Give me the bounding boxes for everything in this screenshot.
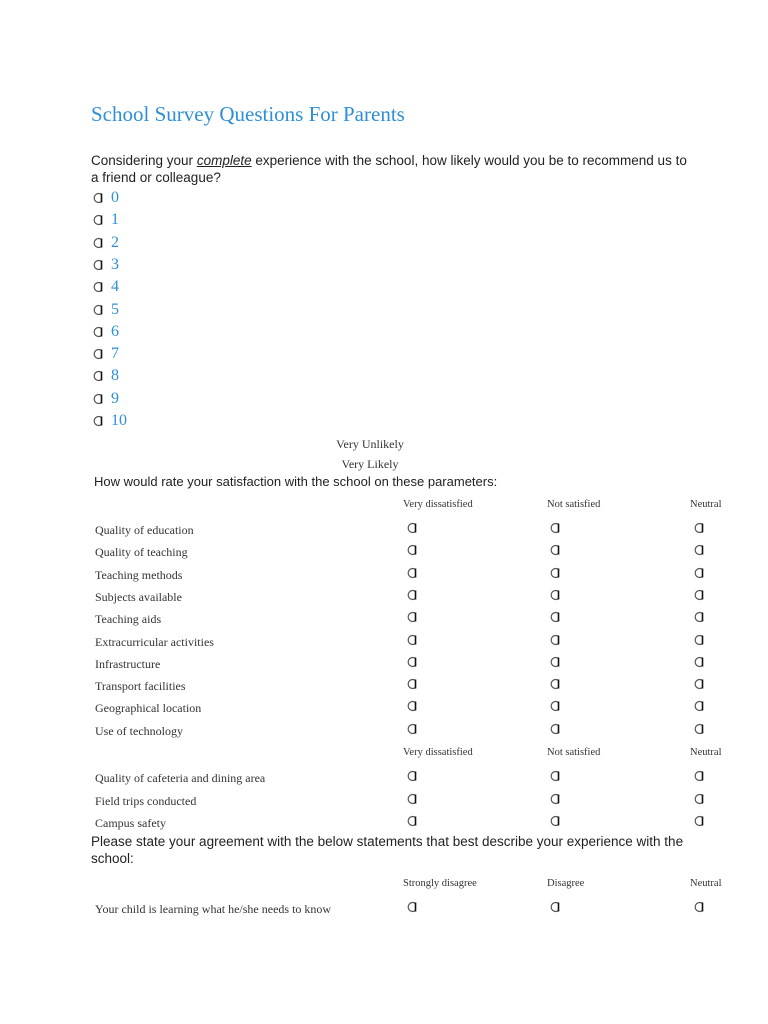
option-label: 8 [111,367,119,385]
page-title: School Survey Questions For Parents [91,102,405,126]
radio-button[interactable] [405,521,419,535]
radio-button[interactable] [405,610,419,624]
option-label: 9 [111,389,119,407]
radio-button[interactable] [405,769,419,783]
agreement-column-header: Neutral [690,878,722,889]
row-label: Campus safety [95,816,166,830]
recommend-option[interactable] [91,411,127,431]
option-label: 10 [111,412,127,429]
row-label: Field trips conducted [95,793,197,808]
row-label: Your child is learning what he/she needs to know [95,902,332,916]
option-label: 0 [111,189,119,206]
option-label: 4 [111,278,119,296]
row-label: Extracurricular activities [95,634,214,649]
recommend-option[interactable] [91,322,119,342]
radio-button[interactable] [405,722,419,736]
recommend-option[interactable] [91,277,119,297]
satisfaction-column-header: Very dissatisfied [403,747,473,758]
radio-button[interactable] [692,655,706,669]
satisfaction-column-header: Neutral [690,747,722,758]
radio-button[interactable] [692,699,706,713]
radio-button[interactable] [548,566,562,580]
radio-button[interactable] [548,543,562,557]
recommend-option[interactable] [91,389,119,409]
row-label: Transport facilities [95,679,186,694]
radio-button[interactable] [548,769,562,783]
radio-button[interactable] [548,610,562,624]
radio-button[interactable] [548,792,562,806]
radio-button[interactable] [548,521,562,535]
radio-button[interactable] [405,814,419,828]
radio-button[interactable] [548,588,562,602]
radio-button[interactable] [548,677,562,691]
scale-high-label: Very Likely [341,457,399,471]
recommend-option[interactable] [91,233,119,253]
radio-button[interactable] [91,414,105,428]
radio-button[interactable] [692,566,706,580]
question-agreement: Please state your agreement with the below statements that best describe your experience with the school: [91,834,684,866]
question-text-end: experience with the school, how likely would you be to recommend us to a friend or colleague? [91,153,687,185]
radio-button[interactable] [405,543,419,557]
satisfaction-column-header: Not satisfied [547,499,601,510]
radio-button[interactable] [91,213,105,227]
option-label: 7 [111,345,119,363]
radio-button[interactable] [692,722,706,736]
recommend-option[interactable] [91,300,119,320]
radio-button[interactable] [692,814,706,828]
radio-button[interactable] [91,280,105,294]
row-label: Teaching methods [95,567,183,582]
recommend-option[interactable] [91,366,119,386]
option-label: 1 [111,211,119,229]
radio-button[interactable] [692,769,706,783]
row-label: Subjects available [95,589,182,604]
radio-button[interactable] [91,236,105,250]
recommend-option[interactable] [91,188,119,208]
question-recommend [91,152,691,186]
recommend-option[interactable] [91,210,119,230]
radio-button[interactable] [91,191,105,205]
radio-button[interactable] [548,900,562,914]
radio-button[interactable] [548,699,562,713]
radio-button[interactable] [692,677,706,691]
row-label: Quality of cafeteria and dining area [95,771,266,785]
question-emphasis: complete [196,153,252,168]
radio-button[interactable] [91,392,105,406]
radio-button[interactable] [405,792,419,806]
satisfaction-column-header: Not satisfied [547,747,601,758]
radio-button[interactable] [405,677,419,691]
radio-button[interactable] [405,588,419,602]
radio-button[interactable] [91,258,105,272]
row-label: Infrastructure [95,656,161,671]
radio-button[interactable] [405,655,419,669]
radio-button[interactable] [548,722,562,736]
row-label: Quality of teaching [95,545,188,560]
row-label: Quality of education [95,523,194,537]
option-label: 6 [111,322,119,340]
radio-button[interactable] [692,900,706,914]
recommend-option[interactable] [91,255,119,275]
radio-button[interactable] [405,566,419,580]
radio-button[interactable] [548,814,562,828]
question-satisfaction: How would rate your satisfaction with the school on these parameters: [94,474,498,489]
radio-button[interactable] [405,900,419,914]
radio-button[interactable] [692,588,706,602]
recommend-option[interactable] [91,344,119,364]
option-label: 3 [111,255,119,273]
radio-button[interactable] [692,521,706,535]
scale-low-label: Very Unlikely [336,437,404,451]
radio-button[interactable] [91,303,105,317]
radio-button[interactable] [692,543,706,557]
radio-button[interactable] [548,633,562,647]
radio-button[interactable] [405,633,419,647]
row-label: Teaching aids [95,612,162,627]
radio-button[interactable] [692,792,706,806]
satisfaction-column-header: Neutral [690,499,722,510]
radio-button[interactable] [91,347,105,361]
radio-button[interactable] [91,369,105,383]
radio-button[interactable] [692,610,706,624]
radio-button[interactable] [692,633,706,647]
question-text-start: Considering your [91,153,197,168]
option-label: 5 [111,300,119,318]
row-label: Use of technology [95,723,183,738]
agreement-column-header: Strongly disagree [403,878,477,889]
radio-button[interactable] [91,325,105,339]
radio-button[interactable] [548,655,562,669]
satisfaction-column-header: Very dissatisfied [403,499,473,510]
agreement-column-header: Disagree [547,878,585,889]
option-label: 2 [111,233,119,251]
row-label: Geographical location [95,701,202,716]
radio-button[interactable] [405,699,419,713]
